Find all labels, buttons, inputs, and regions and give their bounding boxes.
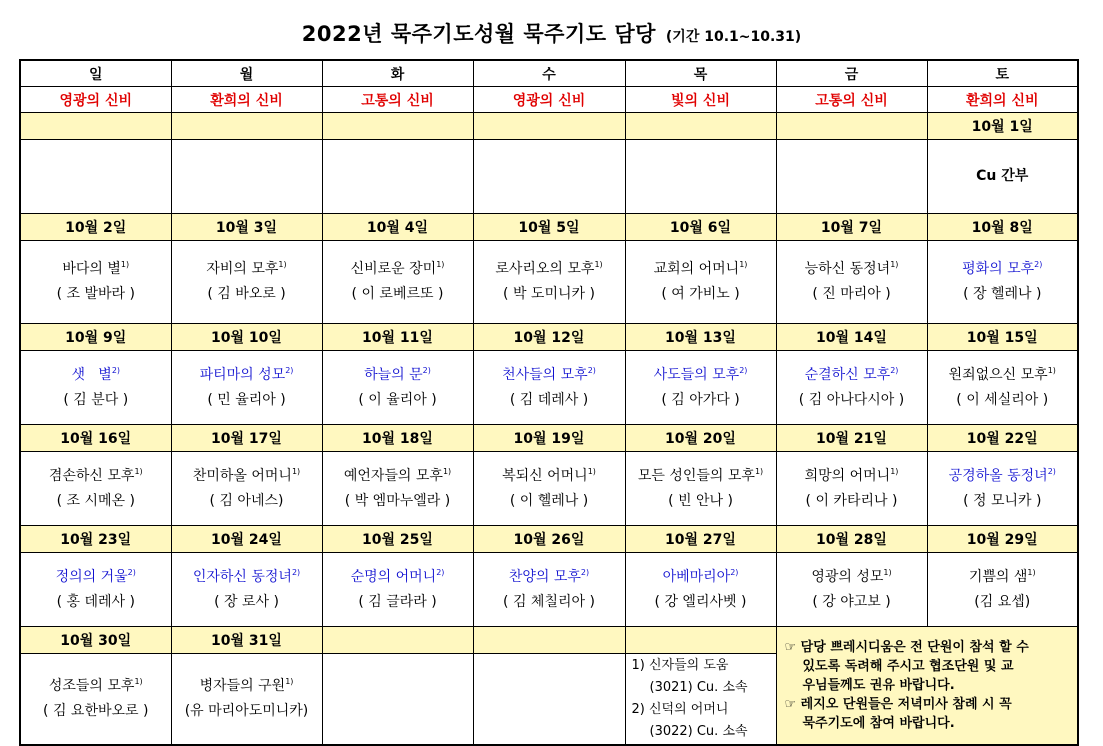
assignment-title: 신비로운 장미 — [350, 261, 437, 277]
assignment-row — [20, 241, 1078, 324]
notice-line: 묵주기도에 참여 바랍니다. — [802, 716, 955, 731]
date-cell: 10월 15일 — [927, 324, 1078, 351]
date-cell: 10월 23일 — [20, 526, 171, 553]
group-mark: 1) — [587, 466, 596, 476]
group-mark: 2) — [739, 365, 748, 375]
assignment-cell — [776, 351, 927, 425]
assignee-name: (김 요셉) — [974, 593, 1031, 610]
mystery-row — [20, 87, 1078, 113]
assignee-name: ( 김 아가다 ) — [661, 391, 740, 408]
date-cell: 10월 12일 — [473, 324, 625, 351]
group-mark: 1) — [442, 466, 452, 476]
assignee-name: ( 김 아네스) — [209, 492, 284, 509]
assignee-name: ( 김 분다 ) — [63, 391, 129, 408]
assignment-cell — [20, 140, 171, 214]
group-mark: 2) — [291, 567, 301, 577]
assignment-title: 겸손하신 모후 — [48, 467, 135, 484]
assignment-cell — [322, 654, 473, 746]
assignment-cell — [20, 351, 171, 425]
assignment-cell — [927, 351, 1078, 425]
date-cell — [625, 627, 776, 654]
assignee-name: ( 김 글라라 ) — [358, 593, 437, 610]
group-mark: 1) — [890, 260, 899, 269]
assignee-name: ( 강 엘리사벳 ) — [654, 593, 747, 610]
assignment-cell — [625, 452, 776, 526]
date-row — [20, 627, 1078, 654]
assignment-cell — [473, 351, 625, 425]
group-mark: 2) — [436, 567, 445, 577]
date-cell: 10월 4일 — [322, 214, 473, 241]
assignment-cell — [20, 553, 171, 627]
assignee-name: ( 이 카타리나 ) — [805, 492, 898, 509]
date-cell: 10월 18일 — [322, 425, 473, 452]
date-cell: 10월 27일 — [625, 526, 776, 553]
weekday-mon: 월 — [171, 60, 322, 87]
date-cell: 10월 17일 — [171, 425, 322, 452]
assignee-name: ( 김 바오로 ) — [207, 286, 286, 302]
group-mark: 1) — [890, 466, 899, 476]
assignment-title: 바다의 별 — [62, 261, 121, 277]
notice-box — [776, 627, 1078, 746]
assignee-name: ( 김 요한바오로 ) — [43, 703, 149, 719]
assignment-title: 원죄없으신 모후 — [948, 366, 1048, 383]
group-mark: 1) — [134, 677, 143, 686]
notice-line: ☞ 레지오 단원들은 저녁미사 참례 시 꼭 — [784, 697, 1012, 712]
assignment-cell — [171, 140, 322, 214]
date-cell: 10월 29일 — [927, 526, 1078, 553]
assignment-cell — [776, 553, 927, 627]
date-cell: 10월 21일 — [776, 425, 927, 452]
date-cell — [20, 113, 171, 140]
group-mark: 2) — [111, 365, 121, 375]
group-mark: 2) — [285, 365, 294, 375]
assignment-title: 아베마리아 — [662, 568, 731, 585]
assignment-title: 능하신 동정녀 — [804, 261, 891, 277]
assignee-name: ( 강 야고보 ) — [812, 593, 891, 610]
date-cell — [473, 627, 625, 654]
notice-line: ☞ 담당 쁘레시디움은 전 단원이 참석 할 수 — [784, 640, 1029, 655]
assignee-name: ( 이 율리아 ) — [358, 391, 437, 408]
assignee-name: ( 이 헬레나 ) — [509, 492, 589, 509]
assignment-cell — [927, 553, 1078, 627]
date-cell: 10월 31일 — [171, 627, 322, 654]
assignment-cell — [171, 241, 322, 324]
weekday-sat: 토 — [927, 60, 1078, 87]
assignment-cell — [927, 452, 1078, 526]
group-mark: 1) — [1027, 567, 1036, 577]
assignment-cell — [625, 553, 776, 627]
footnote-cell — [625, 654, 776, 746]
date-row — [20, 425, 1078, 452]
group-mark: 1) — [436, 260, 445, 269]
assignment-cell — [776, 241, 927, 324]
assignment-title: 순명의 어머니 — [350, 568, 437, 585]
mystery-mon: 환희의 신비 — [171, 87, 322, 113]
assignment-title: 성조들의 모후 — [48, 678, 135, 694]
date-cell: 10월 11일 — [322, 324, 473, 351]
assignment-title: 교회의 어머니 — [653, 261, 740, 277]
assignment-cell — [171, 553, 322, 627]
assignment-cell — [927, 140, 1078, 214]
assignment-title: 희망의 어머니 — [804, 467, 891, 484]
date-cell — [171, 113, 322, 140]
assignment-title: 기쁨의 샘 — [968, 568, 1028, 585]
assignee-name: ( 장 헬레나 ) — [963, 286, 1042, 302]
date-cell — [322, 113, 473, 140]
assignment-cell — [473, 140, 625, 214]
assignee-name: ( 김 체칠리아 ) — [503, 593, 595, 610]
assignee-name: ( 장 로사 ) — [214, 593, 279, 610]
date-row — [20, 526, 1078, 553]
assignment-title: 파티마의 성모 — [199, 366, 286, 383]
date-row — [20, 324, 1078, 351]
assignment-row — [20, 452, 1078, 526]
assignment-cell — [625, 241, 776, 324]
assignee-name: ( 이 로베르또 ) — [351, 286, 444, 302]
assignment-cell — [20, 452, 171, 526]
date-cell: 10월 28일 — [776, 526, 927, 553]
mystery-wed: 영광의 신비 — [473, 87, 625, 113]
date-cell: 10월 16일 — [20, 425, 171, 452]
assignment-cell — [171, 452, 322, 526]
date-cell: 10월 5일 — [473, 214, 625, 241]
assignment-title: 예언자들의 모후 — [343, 467, 443, 484]
assignment-cell — [322, 351, 473, 425]
assignment-row — [20, 553, 1078, 627]
assignment-title: 병자들의 구원 — [199, 678, 286, 694]
weekday-wed: 수 — [473, 60, 625, 87]
mystery-sun: 영광의 신비 — [20, 87, 171, 113]
date-cell: 10월 26일 — [473, 526, 625, 553]
mystery-thu: 빛의 신비 — [625, 87, 776, 113]
group-mark: 1) — [594, 260, 603, 269]
weekday-thu: 목 — [625, 60, 776, 87]
date-cell — [473, 113, 625, 140]
date-cell: 10월 2일 — [20, 214, 171, 241]
date-cell: 10월 24일 — [171, 526, 322, 553]
assignment-cell — [171, 351, 322, 425]
group-mark: 1) — [278, 260, 287, 269]
period-text: (기간 10.1~10.31) — [665, 29, 802, 45]
date-cell: 10월 3일 — [171, 214, 322, 241]
assignee-name: ( 김 데레사 ) — [509, 391, 589, 408]
assignment-title: 모든 성인들의 모후 — [637, 467, 755, 484]
assignment-cell — [625, 140, 776, 214]
group-mark: 2) — [580, 567, 590, 577]
group-mark: 2) — [587, 365, 596, 375]
assignment-cell — [171, 654, 322, 746]
assignment-row — [20, 140, 1078, 214]
assignment-cell — [473, 241, 625, 324]
group-mark: 1) — [134, 466, 143, 476]
assignment-title: Cu 간부 — [976, 168, 1029, 184]
assignee-name: ( 박 도미니카 ) — [503, 286, 595, 302]
assignment-cell — [322, 241, 473, 324]
assignment-row — [20, 351, 1078, 425]
group-mark: 1) — [1047, 365, 1056, 375]
footnote-line: (3022) Cu. 소속 — [649, 724, 748, 739]
group-mark: 2) — [422, 365, 431, 375]
assignment-cell — [20, 654, 171, 746]
date-cell: 10월 19일 — [473, 425, 625, 452]
assignment-title: 정의의 거울 — [55, 568, 128, 585]
date-cell: 10월 7일 — [776, 214, 927, 241]
weekday-header-row — [20, 60, 1078, 87]
assignment-title: 하늘의 문 — [364, 366, 423, 383]
date-cell: 10월 6일 — [625, 214, 776, 241]
date-cell — [776, 113, 927, 140]
assignee-name: ( 여 가비노 ) — [661, 286, 740, 302]
date-cell: 10월 13일 — [625, 324, 776, 351]
assignee-name: ( 정 모니카 ) — [963, 492, 1042, 509]
assignment-title: 영광의 성모 — [811, 568, 884, 585]
assignment-title: 사도들의 모후 — [653, 366, 740, 383]
assignment-title: 찬양의 모후 — [508, 568, 581, 585]
footnote-line: (3021) Cu. 소속 — [649, 680, 748, 695]
assignee-name: ( 빈 안나 ) — [668, 492, 733, 509]
date-cell: 10월 8일 — [927, 214, 1078, 241]
assignment-cell — [625, 351, 776, 425]
date-cell: 10월 14일 — [776, 324, 927, 351]
group-mark: 1) — [285, 677, 294, 686]
assignment-cell — [20, 241, 171, 324]
page-title — [0, 18, 1103, 48]
title-text: 2022년 묵주기도성월 묵주기도 담당 — [301, 22, 656, 46]
assignee-name: ( 홍 데레사 ) — [56, 593, 135, 610]
assignment-cell — [473, 654, 625, 746]
assignment-cell — [473, 553, 625, 627]
assignee-name: ( 이 세실리아 ) — [956, 391, 1049, 408]
date-cell — [322, 627, 473, 654]
rosary-schedule-table — [19, 59, 1079, 746]
assignment-title: 공경하올 동정녀 — [948, 467, 1048, 484]
assignee-name: ( 조 발바라 ) — [56, 286, 135, 302]
date-cell: 10월 20일 — [625, 425, 776, 452]
assignee-name: ( 민 율리아 ) — [207, 391, 286, 408]
mystery-fri: 고통의 신비 — [776, 87, 927, 113]
group-mark: 2) — [1047, 466, 1056, 476]
date-cell: 10월 30일 — [20, 627, 171, 654]
footnote-line: 1) 신자들의 도움 — [631, 658, 729, 673]
assignment-cell — [776, 140, 927, 214]
group-mark: 2) — [127, 567, 136, 577]
date-cell: 10월 1일 — [927, 113, 1078, 140]
group-mark: 1) — [291, 466, 301, 476]
assignment-title: 찬미하올 어머니 — [192, 467, 292, 484]
assignment-title: 평화의 모후 — [962, 261, 1035, 277]
date-cell: 10월 22일 — [927, 425, 1078, 452]
date-cell: 10월 10일 — [171, 324, 322, 351]
notice-line: 우님들께도 권유 바랍니다. — [802, 678, 955, 693]
weekday-tue: 화 — [322, 60, 473, 87]
date-row — [20, 113, 1078, 140]
assignment-title: 천사들의 모후 — [502, 366, 588, 383]
assignment-cell — [322, 553, 473, 627]
assignment-cell — [322, 452, 473, 526]
assignment-cell — [776, 452, 927, 526]
weekday-sun: 일 — [20, 60, 171, 87]
assignee-name: ( 김 아나다시아 ) — [798, 391, 905, 408]
assignment-title: 자비의 모후 — [206, 261, 279, 277]
assignment-cell — [322, 140, 473, 214]
assignment-title: 샛 별 — [71, 366, 112, 383]
mystery-sat: 환희의 신비 — [927, 87, 1078, 113]
assignee-name: ( 진 마리아 ) — [812, 286, 891, 302]
group-mark: 2) — [1034, 260, 1043, 269]
group-mark: 1) — [754, 466, 764, 476]
assignment-cell — [473, 452, 625, 526]
group-mark: 2) — [890, 365, 899, 375]
assignment-title: 복되신 어머니 — [502, 467, 588, 484]
group-mark: 1) — [883, 567, 892, 577]
assignee-name: (유 마리아도미니카) — [184, 703, 309, 719]
assignment-title: 로사리오의 모후 — [495, 261, 595, 277]
date-cell: 10월 9일 — [20, 324, 171, 351]
assignment-cell — [927, 241, 1078, 324]
group-mark: 1) — [739, 260, 748, 269]
weekday-fri: 금 — [776, 60, 927, 87]
mystery-tue: 고통의 신비 — [322, 87, 473, 113]
date-row — [20, 214, 1078, 241]
date-cell: 10월 25일 — [322, 526, 473, 553]
assignee-name: ( 박 엠마누엘라 ) — [344, 492, 451, 509]
footnote-line: 2) 신덕의 어머니 — [631, 702, 729, 717]
assignment-title: 인자하신 동정녀 — [192, 568, 292, 585]
assignment-title: 순결하신 모후 — [804, 366, 891, 383]
group-mark: 1) — [120, 260, 130, 269]
date-cell — [625, 113, 776, 140]
group-mark: 2) — [730, 567, 739, 577]
assignee-name: ( 조 시메온 ) — [56, 492, 135, 509]
notice-line: 있도록 독려해 주시고 협조단원 및 교 — [802, 659, 1014, 674]
